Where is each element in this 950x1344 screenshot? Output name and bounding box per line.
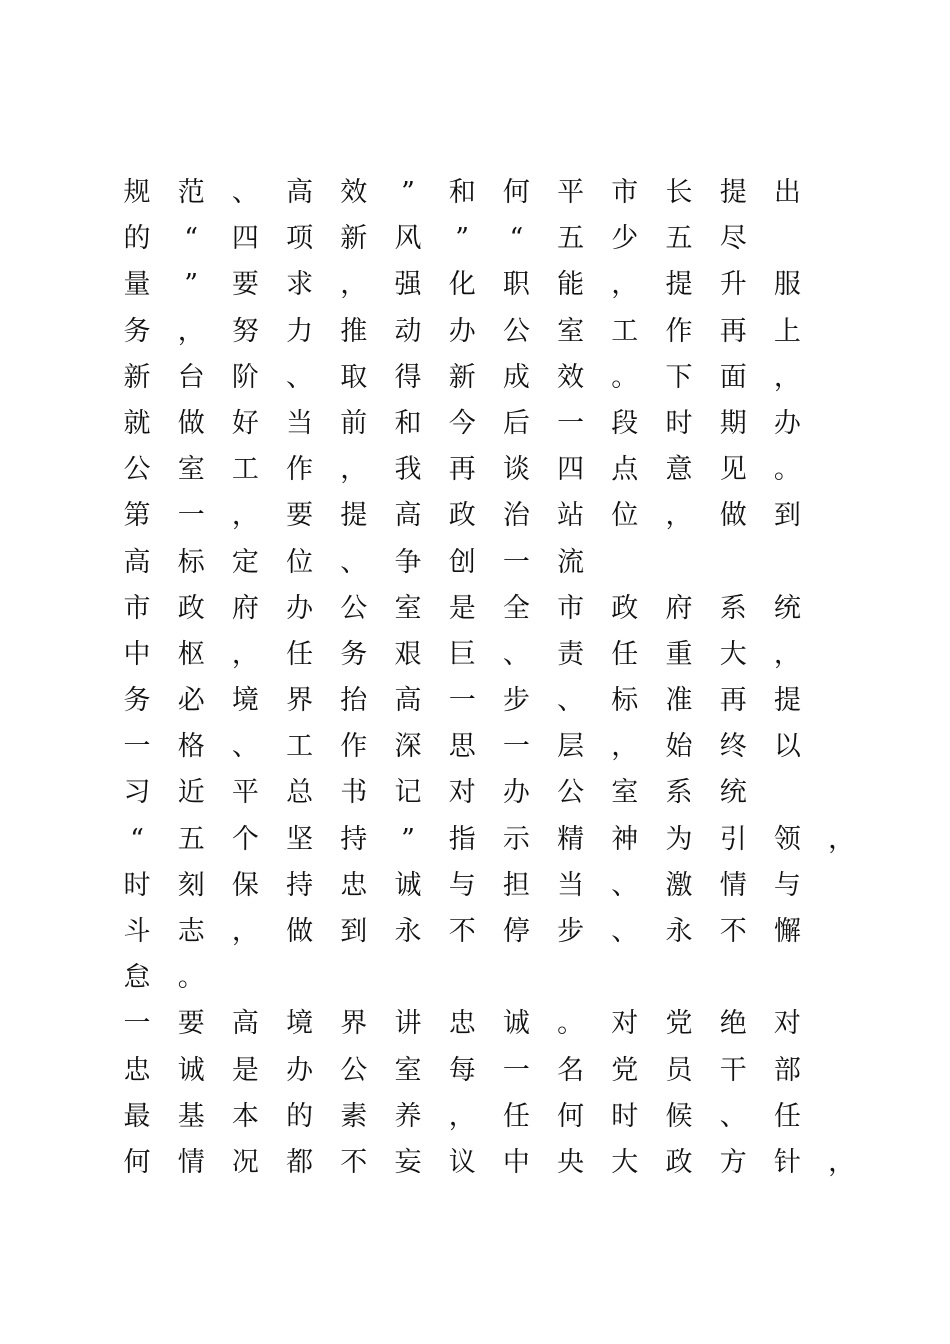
glyph: 任 — [773, 1100, 801, 1132]
glyph: 境 — [286, 1008, 314, 1040]
glyph: 公 — [502, 315, 530, 347]
glyph: 示 — [502, 823, 530, 855]
glyph: 台 — [177, 361, 205, 393]
text-line — [124, 1048, 854, 1094]
glyph: 提 — [719, 177, 747, 208]
glyph: 永 — [665, 916, 693, 947]
glyph: 深 — [394, 731, 422, 763]
glyph: 第 — [123, 500, 151, 532]
glyph: 部 — [773, 1054, 801, 1086]
glyph: ” — [401, 177, 415, 208]
glyph: 忠 — [123, 1054, 151, 1086]
glyph: 引 — [719, 823, 747, 855]
glyph: 好 — [231, 407, 259, 439]
glyph: 不 — [719, 916, 747, 947]
glyph: 步 — [502, 685, 530, 717]
glyph: 准 — [665, 685, 693, 717]
glyph: 位 — [286, 546, 314, 578]
glyph: 境 — [231, 685, 259, 717]
glyph: 高 — [123, 546, 151, 578]
glyph: 针 — [773, 1146, 801, 1178]
glyph: 忠 — [340, 869, 368, 901]
glyph: 情 — [719, 869, 747, 901]
glyph: 化 — [448, 269, 476, 301]
glyph: 我 — [394, 454, 422, 486]
glyph: 服 — [773, 269, 801, 301]
glyph: 、 — [557, 685, 585, 717]
glyph: 项 — [286, 223, 314, 255]
glyph: 候 — [665, 1100, 693, 1132]
glyph: 系 — [665, 777, 693, 809]
glyph: 为 — [665, 823, 693, 855]
glyph: 议 — [448, 1146, 476, 1178]
glyph: ， — [773, 638, 801, 670]
glyph: 新 — [448, 361, 476, 393]
glyph: 高 — [231, 1008, 259, 1040]
glyph: 思 — [448, 731, 476, 763]
glyph: 格 — [177, 731, 205, 763]
glyph: 的 — [286, 1100, 314, 1132]
glyph: 办 — [448, 315, 476, 347]
glyph: 努 — [231, 315, 259, 347]
glyph: 最 — [123, 1100, 151, 1132]
glyph: 步 — [557, 916, 585, 947]
glyph: 意 — [665, 454, 693, 486]
glyph: 定 — [231, 546, 259, 578]
glyph: ， — [340, 454, 368, 486]
glyph: 。 — [557, 1008, 585, 1040]
glyph: 不 — [340, 1146, 368, 1178]
glyph: 室 — [394, 592, 422, 624]
glyph: ， — [828, 1146, 856, 1178]
glyph: 争 — [394, 546, 422, 578]
glyph: 基 — [177, 1100, 205, 1132]
glyph: 忠 — [448, 1008, 476, 1040]
glyph: 当 — [557, 869, 585, 901]
glyph: 任 — [502, 1100, 530, 1132]
glyph: 办 — [502, 777, 530, 809]
glyph: 提 — [773, 685, 801, 717]
glyph: 任 — [286, 638, 314, 670]
glyph: 停 — [502, 916, 530, 947]
glyph: 新 — [123, 361, 151, 393]
glyph: 量 — [123, 269, 151, 301]
glyph: 流 — [557, 546, 585, 578]
glyph: 习 — [123, 777, 151, 809]
glyph: 讲 — [394, 1008, 422, 1040]
glyph: 和 — [394, 407, 422, 439]
glyph: 每 — [448, 1054, 476, 1086]
glyph: 范 — [177, 177, 205, 208]
glyph: 当 — [286, 407, 314, 439]
glyph: 干 — [719, 1054, 747, 1086]
glyph: ， — [665, 500, 693, 532]
glyph: 全 — [502, 592, 530, 624]
glyph: 领 — [773, 823, 801, 855]
glyph: 做 — [719, 500, 747, 532]
glyph: “ — [509, 223, 524, 255]
glyph: 方 — [719, 1146, 747, 1178]
glyph: 公 — [340, 592, 368, 624]
glyph: 。 — [611, 361, 639, 393]
text-line — [124, 955, 854, 1001]
glyph: 永 — [394, 916, 422, 947]
glyph: 治 — [502, 500, 530, 532]
glyph: 职 — [502, 269, 530, 301]
text-line — [124, 770, 854, 816]
glyph: 情 — [177, 1146, 205, 1178]
glyph: 高 — [286, 177, 314, 208]
glyph: 力 — [286, 315, 314, 347]
glyph: 作 — [286, 454, 314, 486]
glyph: 得 — [394, 361, 422, 393]
text-line — [124, 1140, 854, 1186]
glyph: 一 — [123, 1008, 151, 1040]
glyph: 工 — [611, 315, 639, 347]
glyph: 要 — [231, 269, 259, 301]
glyph: 坚 — [286, 823, 314, 855]
glyph: 激 — [665, 869, 693, 901]
text-line — [124, 678, 854, 724]
glyph: 下 — [665, 361, 693, 393]
glyph: 五 — [665, 223, 693, 255]
glyph: 央 — [557, 1146, 585, 1178]
glyph: “ — [184, 223, 199, 255]
glyph: 市 — [611, 177, 639, 208]
glyph: ， — [231, 500, 259, 532]
glyph: 、 — [231, 177, 259, 208]
glyph: 精 — [557, 823, 585, 855]
glyph: 平 — [557, 177, 585, 208]
glyph: 室 — [394, 1054, 422, 1086]
glyph: 担 — [502, 869, 530, 901]
glyph: 界 — [286, 685, 314, 717]
glyph: 室 — [177, 454, 205, 486]
glyph: 一 — [448, 685, 476, 717]
glyph: 再 — [448, 454, 476, 486]
glyph: 对 — [773, 1008, 801, 1040]
glyph: 成 — [502, 361, 530, 393]
glyph: 提 — [340, 500, 368, 532]
glyph: 做 — [286, 916, 314, 947]
text-line — [124, 170, 854, 216]
glyph: 保 — [231, 869, 259, 901]
glyph: 要 — [177, 1008, 205, 1040]
section-heading — [124, 493, 854, 539]
text-line — [124, 724, 854, 770]
glyph: 强 — [394, 269, 422, 301]
text-line — [124, 262, 854, 308]
glyph: 一 — [502, 731, 530, 763]
glyph: 府 — [665, 592, 693, 624]
glyph: 时 — [611, 1100, 639, 1132]
glyph: 中 — [123, 638, 151, 670]
glyph: 以 — [773, 731, 801, 763]
glyph: 必 — [177, 685, 205, 717]
glyph: 层 — [557, 731, 585, 763]
glyph: 办 — [286, 592, 314, 624]
glyph: 终 — [719, 731, 747, 763]
glyph: 创 — [448, 546, 476, 578]
glyph: 动 — [394, 315, 422, 347]
glyph: 公 — [123, 454, 151, 486]
glyph: 高 — [394, 500, 422, 532]
glyph: 神 — [611, 823, 639, 855]
glyph: 长 — [665, 177, 693, 208]
glyph: 出 — [773, 177, 801, 208]
glyph: 工 — [231, 454, 259, 486]
glyph: 要 — [286, 500, 314, 532]
glyph: 务 — [123, 685, 151, 717]
text-line — [124, 355, 854, 401]
glyph: 标 — [611, 685, 639, 717]
glyph: ， — [340, 269, 368, 301]
glyph: 一 — [557, 407, 585, 439]
glyph: 期 — [719, 407, 747, 439]
glyph: 尽 — [719, 223, 747, 255]
glyph: 、 — [611, 869, 639, 901]
text-line — [124, 216, 854, 262]
glyph: ， — [231, 638, 259, 670]
glyph: 。 — [773, 454, 801, 486]
glyph: 不 — [448, 916, 476, 947]
glyph: 府 — [231, 592, 259, 624]
glyph: 一 — [177, 500, 205, 532]
glyph: “ — [130, 823, 144, 855]
glyph: 养 — [394, 1100, 422, 1132]
glyph: 公 — [557, 777, 585, 809]
glyph: 的 — [123, 223, 151, 255]
glyph: 枢 — [177, 638, 205, 670]
glyph: 、 — [719, 1100, 747, 1132]
glyph: 室 — [557, 315, 585, 347]
glyph: 效 — [340, 177, 368, 208]
glyph: 站 — [557, 500, 585, 532]
text-line — [124, 863, 854, 909]
glyph: 、 — [231, 731, 259, 763]
glyph: 再 — [719, 685, 747, 717]
glyph: 诚 — [394, 869, 422, 901]
glyph: 新 — [340, 223, 368, 255]
glyph: 少 — [611, 223, 639, 255]
text-line — [124, 447, 854, 493]
glyph: 到 — [340, 916, 368, 947]
glyph: 提 — [665, 269, 693, 301]
glyph: ， — [177, 315, 205, 347]
body-text — [124, 170, 854, 1186]
glyph: 平 — [231, 777, 259, 809]
glyph: 推 — [340, 315, 368, 347]
glyph: 斗 — [123, 916, 151, 947]
glyph: 大 — [611, 1146, 639, 1178]
text-line — [124, 309, 854, 355]
glyph: 是 — [448, 592, 476, 624]
glyph: 见 — [719, 454, 747, 486]
glyph: 务 — [340, 638, 368, 670]
glyph: 上 — [773, 315, 801, 347]
glyph: 风 — [394, 223, 422, 255]
glyph: 党 — [611, 1054, 639, 1086]
glyph: 本 — [231, 1100, 259, 1132]
glyph: 何 — [123, 1146, 151, 1178]
glyph: 志 — [177, 916, 205, 947]
glyph: 时 — [123, 869, 151, 901]
glyph: ” — [401, 823, 415, 855]
glyph: 公 — [340, 1054, 368, 1086]
glyph: 政 — [665, 1146, 693, 1178]
section-heading — [124, 540, 854, 586]
glyph: 一 — [502, 546, 530, 578]
glyph: 工 — [286, 731, 314, 763]
glyph: 高 — [394, 685, 422, 717]
glyph: 诚 — [177, 1054, 205, 1086]
glyph: 市 — [557, 592, 585, 624]
glyph: 到 — [773, 500, 801, 532]
glyph: 刻 — [177, 869, 205, 901]
glyph: 何 — [502, 177, 530, 208]
glyph: 办 — [286, 1054, 314, 1086]
glyph: 段 — [611, 407, 639, 439]
glyph: 谈 — [502, 454, 530, 486]
glyph: 政 — [448, 500, 476, 532]
glyph: 系 — [719, 592, 747, 624]
glyph: 四 — [557, 454, 585, 486]
glyph: 大 — [719, 638, 747, 670]
glyph: 就 — [123, 407, 151, 439]
glyph: 求 — [286, 269, 314, 301]
glyph: ， — [611, 731, 639, 763]
glyph: 取 — [340, 361, 368, 393]
glyph: ” — [455, 223, 470, 255]
glyph: 作 — [340, 731, 368, 763]
glyph: 点 — [611, 454, 639, 486]
glyph: 标 — [177, 546, 205, 578]
glyph: 素 — [340, 1100, 368, 1132]
text-line — [124, 817, 854, 863]
glyph: 对 — [448, 777, 476, 809]
text-line — [124, 586, 854, 632]
glyph: 能 — [557, 269, 585, 301]
glyph: 市 — [123, 592, 151, 624]
text-line — [124, 1094, 854, 1140]
glyph: 政 — [611, 592, 639, 624]
glyph: 作 — [665, 315, 693, 347]
glyph: 妄 — [394, 1146, 422, 1178]
glyph: 时 — [665, 407, 693, 439]
glyph: 办 — [773, 407, 801, 439]
glyph: 中 — [502, 1146, 530, 1178]
glyph: 、 — [340, 546, 368, 578]
text-line — [124, 909, 854, 955]
glyph: 始 — [665, 731, 693, 763]
glyph: 记 — [394, 777, 422, 809]
glyph: 诚 — [502, 1008, 530, 1040]
glyph: 对 — [611, 1008, 639, 1040]
glyph: 党 — [665, 1008, 693, 1040]
glyph: 效 — [557, 361, 585, 393]
glyph: 前 — [340, 407, 368, 439]
glyph: 任 — [611, 638, 639, 670]
glyph: 四 — [231, 223, 259, 255]
glyph: 与 — [448, 869, 476, 901]
glyph: ， — [611, 269, 639, 301]
glyph: 都 — [286, 1146, 314, 1178]
glyph: 持 — [340, 823, 368, 855]
glyph: 指 — [448, 823, 476, 855]
glyph: 五 — [177, 823, 205, 855]
glyph: 名 — [557, 1054, 585, 1086]
glyph: 、 — [611, 916, 639, 947]
glyph: 一 — [123, 731, 151, 763]
glyph: 面 — [719, 361, 747, 393]
glyph: 总 — [286, 777, 314, 809]
glyph: 五 — [557, 223, 585, 255]
glyph: 绝 — [719, 1008, 747, 1040]
glyph: ， — [773, 361, 801, 393]
glyph: 持 — [286, 869, 314, 901]
glyph: 政 — [177, 592, 205, 624]
text-line — [124, 1001, 854, 1047]
glyph: 近 — [177, 777, 205, 809]
glyph: 艰 — [394, 638, 422, 670]
glyph: 况 — [231, 1146, 259, 1178]
glyph: 升 — [719, 269, 747, 301]
glyph: ， — [231, 916, 259, 947]
glyph: 和 — [448, 177, 476, 208]
glyph: 统 — [719, 777, 747, 809]
glyph: ” — [184, 269, 199, 301]
glyph: 位 — [611, 500, 639, 532]
glyph: 员 — [665, 1054, 693, 1086]
glyph: 一 — [502, 1054, 530, 1086]
glyph: 室 — [611, 777, 639, 809]
glyph: 责 — [557, 638, 585, 670]
glyph: 个 — [231, 823, 259, 855]
text-line — [124, 632, 854, 678]
glyph: 、 — [502, 638, 530, 670]
glyph: 再 — [719, 315, 747, 347]
glyph: 后 — [502, 407, 530, 439]
glyph: 巨 — [448, 638, 476, 670]
glyph: 今 — [448, 407, 476, 439]
glyph: 重 — [665, 638, 693, 670]
glyph: 做 — [177, 407, 205, 439]
glyph: 与 — [773, 869, 801, 901]
glyph: 统 — [773, 592, 801, 624]
glyph: 界 — [340, 1008, 368, 1040]
glyph: 务 — [123, 315, 151, 347]
glyph: 书 — [340, 777, 368, 809]
glyph: 何 — [557, 1100, 585, 1132]
glyph: ， — [448, 1100, 476, 1132]
glyph: ， — [828, 823, 856, 855]
glyph: 抬 — [340, 685, 368, 717]
glyph: 规 — [123, 177, 151, 208]
glyph: 阶 — [231, 361, 259, 393]
glyph: 、 — [286, 361, 314, 393]
glyph: 是 — [231, 1054, 259, 1086]
glyph: 。 — [177, 962, 205, 994]
glyph: 懈 — [773, 916, 801, 947]
glyph: 怠 — [123, 962, 151, 994]
text-line — [124, 401, 854, 447]
